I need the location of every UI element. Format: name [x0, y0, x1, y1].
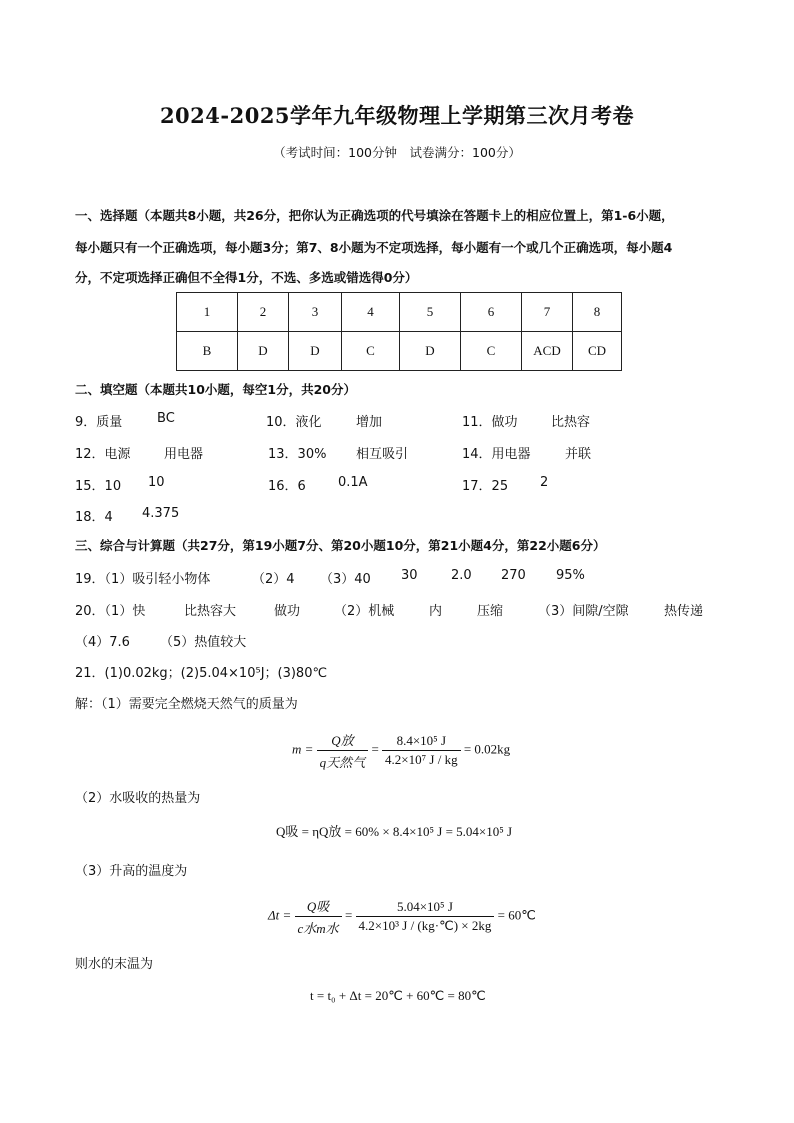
q11-answer: 11．做功: [462, 415, 518, 430]
q20-answer: （3）间隙/空隙: [538, 604, 629, 619]
q9-answer: BC: [157, 411, 175, 426]
part3-intro: （3）升高的温度为: [75, 864, 188, 879]
answer-cell: D: [289, 332, 342, 371]
q20-answer: 内: [429, 604, 443, 619]
q20-answer: 压缩: [477, 604, 504, 619]
answer-cell: C: [461, 332, 522, 371]
q20-answer: 比热容大: [184, 604, 237, 619]
answer-cell: B: [177, 332, 238, 371]
question-number: 2: [238, 293, 289, 332]
page-title: 2024-2025学年九年级物理上学期第三次月考卷: [159, 103, 635, 128]
q19-answer: （3）40: [320, 572, 371, 587]
q9-answer: 9．质量: [75, 415, 123, 430]
q12-answer: 12．电源: [75, 447, 131, 462]
question-number: 4: [342, 293, 400, 332]
final-temp-intro: 则水的末温为: [75, 957, 154, 972]
answer-cell: D: [238, 332, 289, 371]
answer-cell: CD: [573, 332, 622, 371]
question-number: 3: [289, 293, 342, 332]
answer-cell: D: [400, 332, 461, 371]
q20-answer: 20．（1）快: [75, 604, 146, 619]
eq3-fraction-1: [295, 896, 342, 937]
section2-heading: 二、填空题（本题共10小题，每空1分，共20分）: [75, 382, 356, 397]
question-number: 8: [573, 293, 622, 332]
eq3-lhs: Δt =: [268, 907, 292, 923]
q16-answer: 0.1A: [338, 475, 368, 490]
q10-answer: 增加: [356, 415, 383, 430]
q17-answer: 17．25: [462, 479, 509, 494]
q17-answer: 2: [540, 475, 549, 490]
eq3-numerator-1: Q吸: [295, 896, 342, 917]
equation-mass: [292, 730, 510, 771]
q20-answer: （5）热值较大: [160, 635, 247, 650]
q15-answer: 10: [148, 475, 165, 490]
q16-answer: 16．6: [268, 479, 306, 494]
answer-table-number-row: [177, 293, 622, 332]
q19-answer: 270: [501, 568, 526, 583]
q20-answer: 热传递: [664, 604, 704, 619]
eq3-denominator-1: c水m水: [297, 921, 339, 936]
section1-instructions-line3: 分，不定项选择正确但不全得1分，不选、多选或错选得0分）: [75, 270, 418, 285]
equation-temp-rise: [268, 896, 536, 937]
q15-answer: 15．10: [75, 479, 122, 494]
section1-instructions-line1: 一、选择题（本题共8小题，共26分，把你认为正确选项的代号填涂在答题卡上的相应位置上，第1-6小题，: [75, 208, 674, 223]
eq3-numerator-2: 5.04×10⁵ J: [356, 899, 495, 917]
q19-answer: 30: [401, 568, 418, 583]
q14-answer: 并联: [565, 447, 592, 462]
eq1-denominator-1: q天然气: [319, 755, 366, 770]
eq3-denominator-2: 4.2×10³ J / (kg·℃) × 2kg: [358, 918, 492, 933]
section3-heading: 三、综合与计算题（共27分，第19小题7分、第20小题10分，第21小题4分，第22小题6分）: [75, 538, 606, 553]
eq1-numerator-2: 8.4×10⁵ J: [382, 733, 461, 751]
question-number: 1: [177, 293, 238, 332]
q13-answer: 13．30%: [268, 447, 327, 462]
eq1-numerator-1: Q放: [317, 730, 369, 751]
q19-answer: 2.0: [451, 568, 472, 583]
q19-answer: 19．（1）吸引轻小物体: [75, 572, 211, 587]
q11-answer: 比热容: [551, 415, 591, 430]
q12-answer: 用电器: [164, 447, 204, 462]
solution-intro: 解：（1）需要完全燃烧天然气的质量为: [75, 697, 298, 712]
q18-answer: 4.375: [142, 506, 180, 521]
q18-answer: 18．4: [75, 510, 113, 525]
equation-heat-absorbed: Q吸 = ηQ放 = 60% × 8.4×10⁵ J = 5.04×10⁵ J: [276, 824, 513, 839]
eq3-result: = 60℃: [497, 907, 536, 923]
q10-answer: 10．液化: [266, 415, 322, 430]
q21-answer-summary: 21．(1)0.02kg；(2)5.04×10⁵J；(3)80℃: [75, 666, 328, 681]
question-number: 6: [461, 293, 522, 332]
eq1-result: = 0.02kg: [463, 741, 511, 757]
answer-table-answer-row: [177, 332, 622, 371]
q20-answer: （2）机械: [334, 604, 395, 619]
answer-table: [176, 292, 622, 371]
eq3-equals: =: [344, 907, 353, 923]
eq3-fraction-2: [356, 899, 495, 934]
question-number: 5: [400, 293, 461, 332]
section1-instructions-line2: 每小题只有一个正确选项，每小题3分；第7、8小题为不定项选择，每小题有一个或几个正确选项，每小题4: [75, 240, 673, 255]
eq1-equals: =: [371, 741, 379, 757]
part2-intro: （2）水吸收的热量为: [75, 791, 201, 806]
q14-answer: 14．用电器: [462, 447, 531, 462]
equation-final-temp: t = t₀ + Δt = 20℃ + 60℃ = 80℃: [310, 988, 486, 1003]
eq1-lhs: m =: [292, 741, 314, 757]
q19-answer: 95%: [556, 568, 585, 583]
exam-info: （考试时间：100分钟 试卷满分：100分）: [273, 145, 521, 160]
q19-answer: （2）4: [252, 572, 295, 587]
q13-answer: 相互吸引: [356, 447, 409, 462]
q20-answer: （4）7.6: [75, 635, 130, 650]
eq1-fraction-2: [382, 733, 461, 768]
eq1-denominator-2: 4.2×10⁷ J / kg: [385, 752, 458, 767]
question-number: 7: [522, 293, 573, 332]
answer-cell: C: [342, 332, 400, 371]
q20-answer: 做功: [274, 604, 301, 619]
eq1-fraction-1: [317, 730, 369, 771]
answer-cell: ACD: [522, 332, 573, 371]
